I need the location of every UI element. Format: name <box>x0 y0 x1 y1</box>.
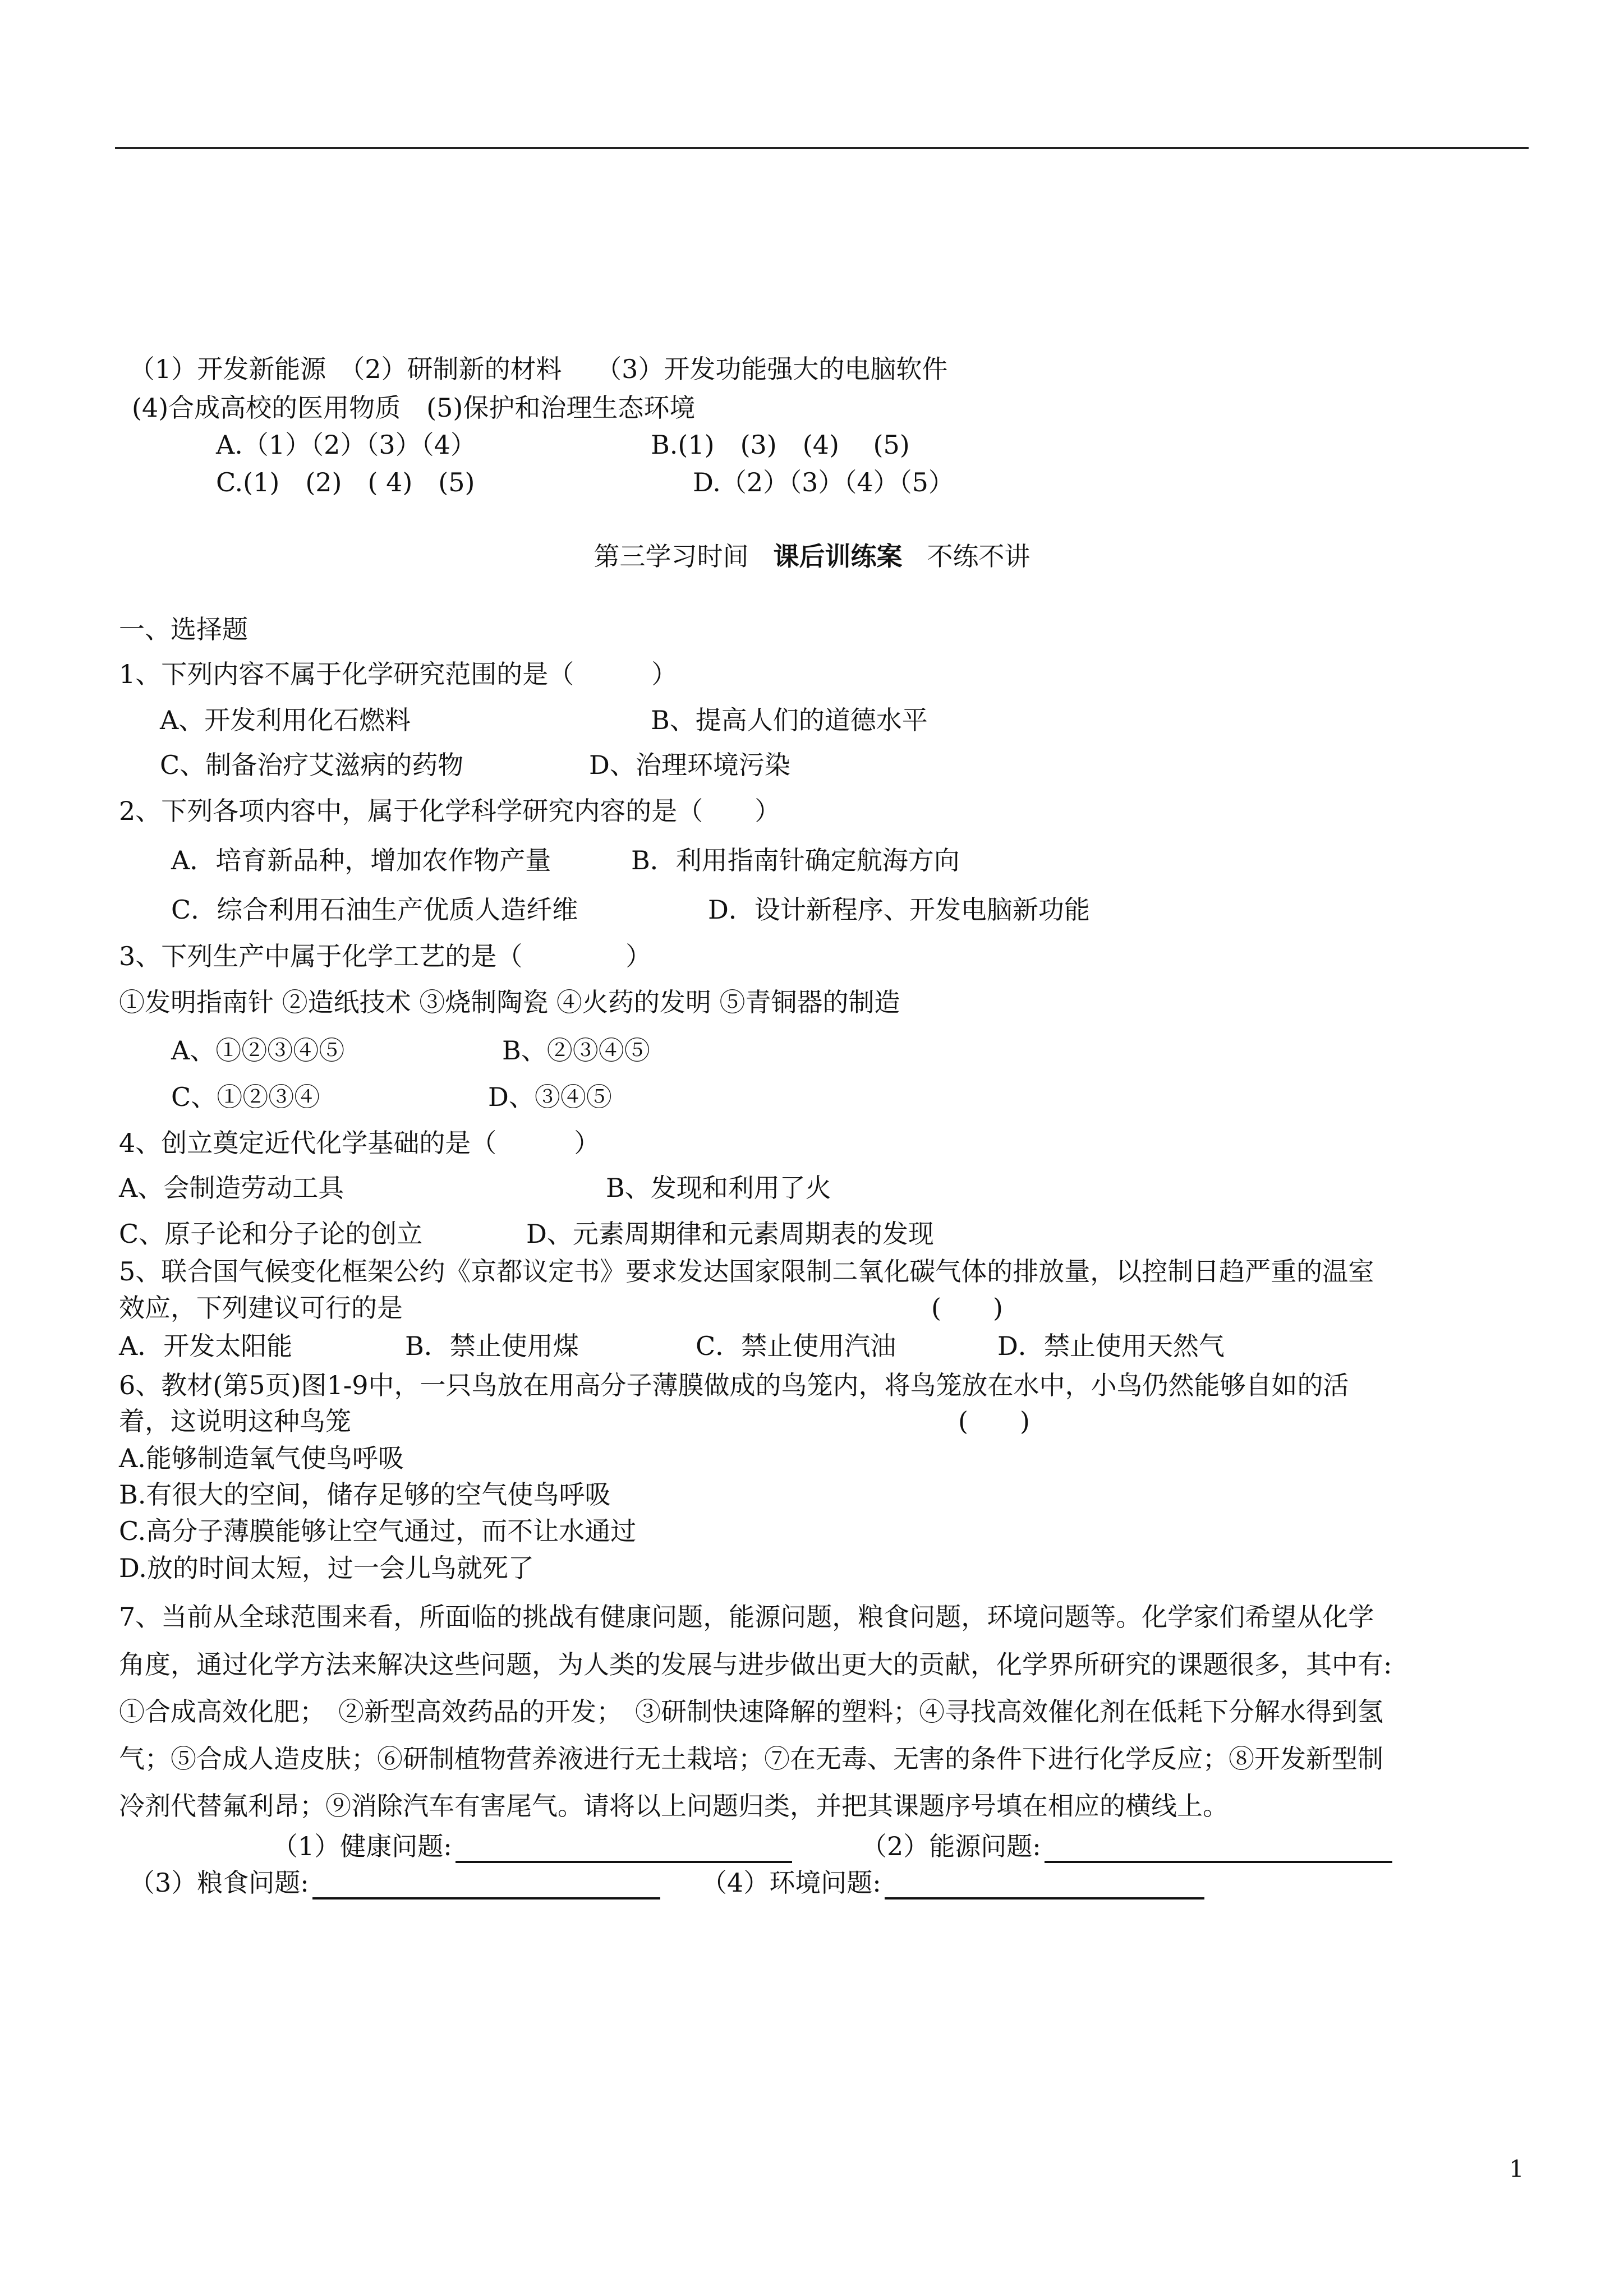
q7-env-blank[interactable] <box>885 1873 1204 1899</box>
q3-stem: 3、下列生产中属于化学工艺的是（ ） <box>119 941 652 971</box>
q6-option-a: A.能够制造氧气使鸟呼吸 <box>119 1443 404 1473</box>
q7-env-label: （4）环境问题: <box>701 1868 881 1898</box>
q1-option-b: B、提高人们的道德水平 <box>651 705 928 735</box>
q6-option-b: B.有很大的空间，储存足够的空气使鸟呼吸 <box>119 1479 611 1510</box>
q7-food-blank[interactable] <box>312 1873 660 1899</box>
q7-health-blank[interactable] <box>456 1836 792 1863</box>
section-title-part1: 第三学习时间 <box>594 541 749 571</box>
header-rule <box>115 147 1529 149</box>
top-options-line2: (4)合成高校的医用物质 (5)保护和治理生态环境 <box>132 393 696 423</box>
q4-option-c: C、原子论和分子论的创立 <box>119 1219 423 1249</box>
q5-option-b: B．禁止使用煤 <box>405 1331 579 1361</box>
q7-energy-label: （2）能源问题: <box>861 1831 1041 1861</box>
q1-option-a: A、开发利用化石燃料 <box>160 705 411 735</box>
page-number: 1 <box>1509 2155 1524 2183</box>
q6-option-d: D.放的时间太短，过一会儿鸟就死了 <box>119 1553 534 1583</box>
q5-option-a: A．开发太阳能 <box>119 1331 293 1361</box>
q7-health-label: （1）健康问题: <box>272 1831 452 1861</box>
q4-option-d: D、元素周期律和元素周期表的发现 <box>526 1219 934 1249</box>
q2-option-c: C．综合利用石油生产优质人造纤维 <box>171 895 578 925</box>
section-title <box>0 540 1624 573</box>
q4-option-b: B、发现和利用了火 <box>606 1173 831 1203</box>
q3-option-c: C、①②③④ <box>171 1082 320 1112</box>
q1-option-d: D、治理环境污染 <box>589 750 790 780</box>
q5-answer-paren: ( ) <box>931 1293 1003 1323</box>
q7-energy-row <box>861 1829 1392 1863</box>
q5-option-d: D．禁止使用天然气 <box>997 1331 1225 1361</box>
q6-option-c: C.高分子薄膜能够让空气通过，而不让水通过 <box>119 1516 637 1546</box>
q7-line1: 7、当前从全球范围来看，所面临的挑战有健康问题，能源问题，粮食问题，环境问题等。化学家们希望从化学 <box>119 1602 1374 1632</box>
q1-stem: 1、下列内容不属于化学研究范围的是（ ） <box>119 659 678 689</box>
top-option-a: A.（1）（2）（3）（4） <box>216 430 476 460</box>
top-option-d: D.（2）（3）（4）（5） <box>693 467 954 497</box>
top-option-b: B.(1) (3) (4) (5) <box>651 430 910 460</box>
q4-option-a: A、会制造劳动工具 <box>119 1173 344 1203</box>
q3-option-b: B、②③④⑤ <box>502 1035 650 1066</box>
q2-option-a: A．培育新品种，增加农作物产量 <box>171 845 551 875</box>
q6-stem-line1: 6、教材(第5页)图1-9中，一只鸟放在用高分子薄膜做成的鸟笼内，将鸟笼放在水中，小鸟仍然能够自如的活 <box>119 1370 1349 1400</box>
q7-line4: 气；⑤合成人造皮肤；⑥研制植物营养液进行无土栽培；⑦在无毒、无害的条件下进行化学反应；⑧开发新型制 <box>119 1744 1383 1774</box>
q7-line3: ①合成高效化肥； ②新型高效药品的开发； ③研制快速降解的塑料；④寻找高效催化剂在低耗下分解水得到氢 <box>119 1696 1383 1727</box>
top-option-c: C.(1) (2) ( 4) (5) <box>216 467 475 497</box>
q7-line5: 冷剂代替氟利昂；⑨消除汽车有害尾气。请将以上问题归类，并把其课题序号填在相应的横线上。 <box>119 1791 1229 1821</box>
section-heading: 一、选择题 <box>119 614 248 644</box>
q6-stem-line2: 着，这说明这种鸟笼 <box>119 1406 351 1436</box>
q2-stem: 2、下列各项内容中，属于化学科学研究内容的是（ ） <box>119 796 781 826</box>
section-title-part3: 不练不讲 <box>927 541 1030 571</box>
q3-option-a: A、①②③④⑤ <box>171 1035 345 1066</box>
q7-food-row <box>129 1866 660 1899</box>
section-title-part2: 课后训练案 <box>773 541 903 571</box>
q3-option-d: D、③④⑤ <box>488 1082 612 1112</box>
q7-energy-blank[interactable] <box>1045 1836 1392 1863</box>
q2-option-b: B．利用指南针确定航海方向 <box>631 845 960 875</box>
q3-items: ①发明指南针 ②造纸技术 ③烧制陶瓷 ④火药的发明 ⑤青铜器的制造 <box>119 987 900 1017</box>
q7-env-row <box>701 1866 1204 1899</box>
q4-stem: 4、创立奠定近代化学基础的是（ ） <box>119 1128 600 1158</box>
q5-stem-line1: 5、联合国气候变化框架公约《京都议定书》要求发达国家限制二氧化碳气体的排放量，以控制日趋严重的温室 <box>119 1256 1374 1287</box>
q7-health-row <box>272 1829 792 1863</box>
top-options-line1: （1）开发新能源 （2）研制新的材料 （3）开发功能强大的电脑软件 <box>129 354 948 384</box>
q6-answer-paren: ( ) <box>958 1406 1030 1436</box>
q7-food-label: （3）粮食问题: <box>129 1868 309 1898</box>
q1-option-c: C、制备治疗艾滋病的药物 <box>160 750 464 780</box>
q2-option-d: D．设计新程序、开发电脑新功能 <box>708 895 1090 925</box>
q7-line2: 角度，通过化学方法来解决这些问题，为人类的发展与进步做出更大的贡献，化学界所研究的课题很多，其中有: <box>119 1649 1392 1680</box>
q5-stem-line2: 效应，下列建议可行的是 <box>119 1293 403 1323</box>
q5-option-c: C．禁止使用汽油 <box>696 1331 896 1361</box>
